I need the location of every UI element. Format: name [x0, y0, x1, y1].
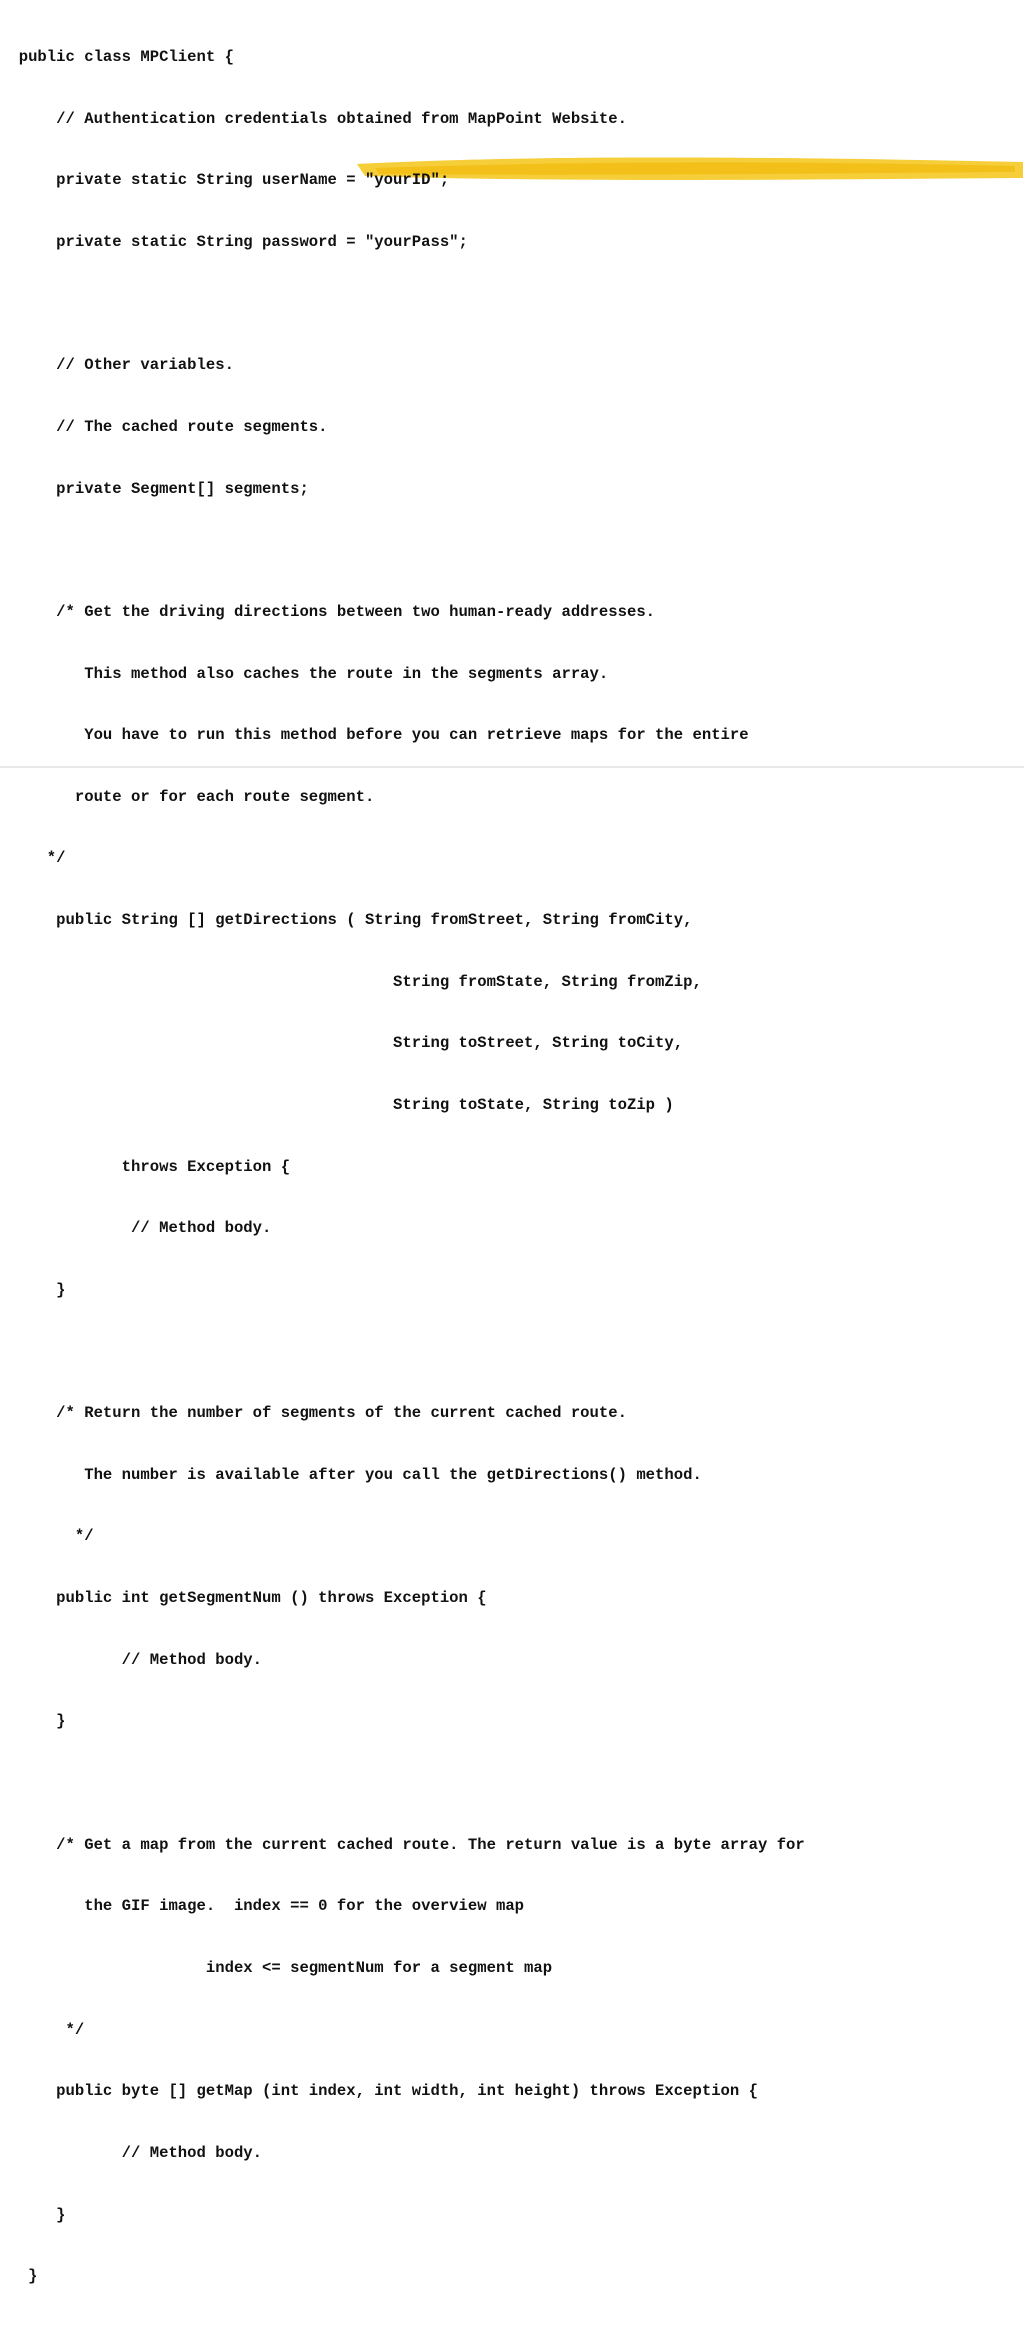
code-line: } [0, 1280, 66, 1299]
code-line-highlighted: private Segment[] segments; [0, 479, 309, 498]
code-line: You have to run this method before you can retrieve maps for the entire [0, 726, 749, 745]
code-line: } [0, 2205, 66, 2224]
code-line: */ [0, 849, 66, 868]
code-line: */ [0, 1527, 94, 1546]
code-line [0, 294, 805, 315]
code-line: } [0, 2267, 38, 2286]
code-line: /* Return the number of segments of the current cached route. [0, 1404, 627, 1423]
code-line: // Method body. [0, 2143, 263, 2162]
code-line: // Other variables. [0, 356, 234, 375]
code-line: This method also caches the route in the segments array. [0, 664, 609, 683]
code-line [0, 1773, 805, 1794]
code-line: String toState, String toZip ) [0, 1095, 674, 1114]
code-line: */ [0, 2020, 85, 2039]
code-line: public byte [] getMap (int index, int width, int height) throws Exception { [0, 2082, 758, 2101]
code-line: } [0, 1712, 66, 1731]
code-listing [0, 6, 805, 2328]
code-line: index <= segmentNum for a segment map [0, 1958, 553, 1977]
code-line: private static String userName = "yourID"; [0, 171, 450, 190]
code-line: private static String password = "yourPass"; [0, 233, 468, 252]
code-line: public String [] getDirections ( String fromStreet, String fromCity, [0, 911, 693, 930]
code-line: String fromState, String fromZip, [0, 972, 702, 991]
code-line: // Authentication credentials obtained from MapPoint Website. [0, 109, 627, 128]
code-line: route or for each route segment. [0, 787, 375, 806]
code-line: // The cached route segments. [0, 417, 328, 436]
code-line: // Method body. [0, 1219, 272, 1238]
code-line: /* Get a map from the current cached route. The return value is a byte array for [0, 1835, 805, 1854]
code-line: public int getSegmentNum () throws Exception { [0, 1589, 487, 1608]
code-line: The number is available after you call the getDirections() method. [0, 1465, 702, 1484]
code-line: /* Get the driving directions between two human-ready addresses. [0, 602, 656, 621]
code-line [0, 1342, 805, 1363]
code-line [0, 540, 805, 561]
code-line: throws Exception { [0, 1157, 291, 1176]
code-line: String toStreet, String toCity, [0, 1034, 684, 1053]
code-line: the GIF image. index == 0 for the overview map [0, 1897, 525, 1916]
code-line: // Method body. [0, 1650, 263, 1669]
code-line: public class MPClient { [0, 48, 234, 67]
